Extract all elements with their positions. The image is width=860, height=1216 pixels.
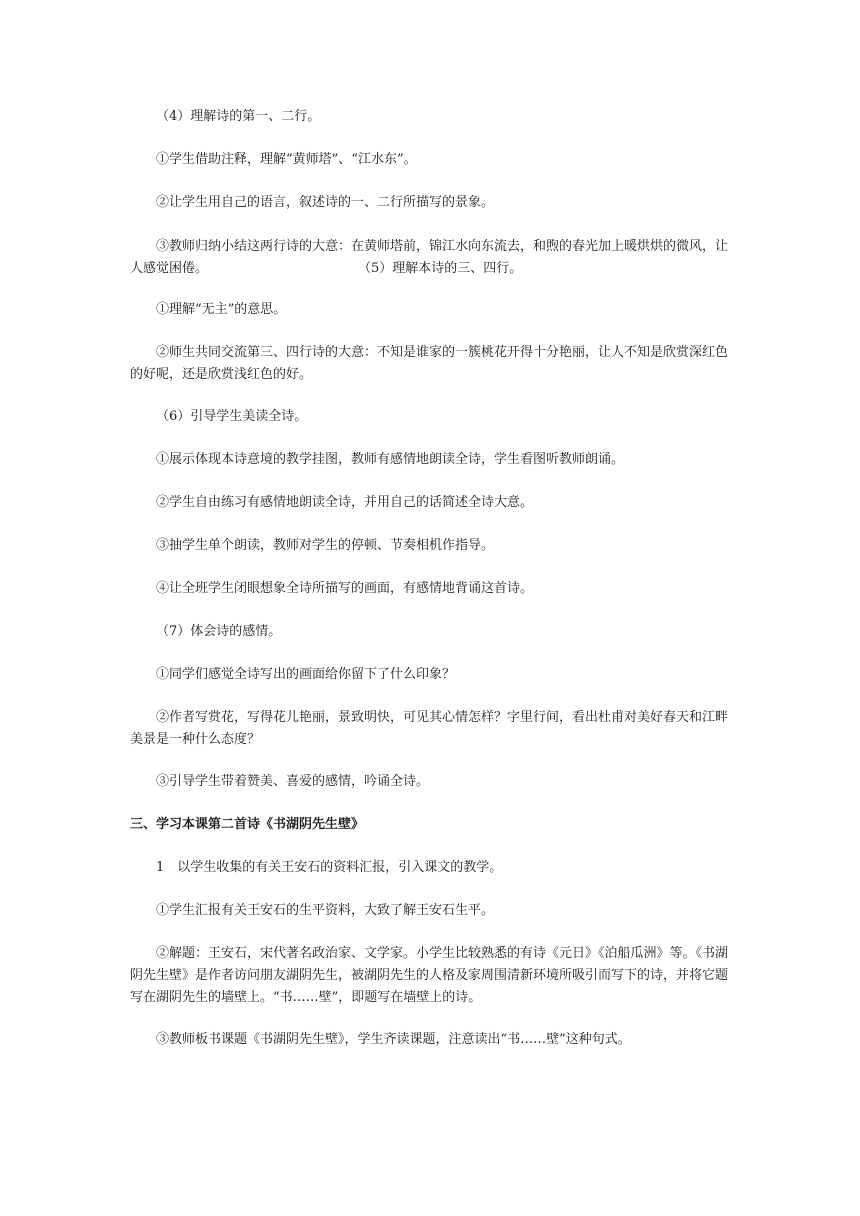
paragraph: 1 以学生收集的有关王安石的资料汇报，引入课文的教学。 [156, 860, 503, 875]
section-three-heading: 三、学习本课第二首诗《书湖阴先生壁》 [130, 817, 365, 832]
paragraph: ①理解“无主”的意思。 [156, 302, 287, 317]
paragraph: ③引导学生带着赞美、喜爱的感情，吟诵全诗。 [156, 774, 430, 789]
paragraph-text: ③教师归纳小结这两行诗的大意：在黄师塔前，锦江水向东流去，和煦的春光加上暖烘烘的微风，让人感觉困倦。 [130, 239, 729, 276]
section-5-heading: （5）理解本诗的三、四行。 [358, 261, 523, 276]
paragraph: ①学生汇报有关王安石的生平资料，大致了解王安石生平。 [156, 903, 495, 918]
paragraph: ①学生借助注释，理解“黄师塔”、“江水东”。 [156, 152, 417, 167]
paragraph: ①展示体现本诗意境的教学挂图，教师有感情地朗读全诗，学生看图听教师朗诵。 [156, 452, 625, 467]
paragraph: ④让全班学生闭眼想象全诗所描写的画面，有感情地背诵这首诗。 [156, 581, 534, 596]
paragraph: ②学生自由练习有感情地朗读全诗，并用自己的话简述全诗大意。 [156, 495, 534, 510]
paragraph: ②解题：王安石，宋代著名政治家、文学家。小学生比较熟悉的有诗《元日》《泊船瓜洲》等。《书湖阴先生壁》是作者访问朋友湖阴先生，被湖阴先生的人格及家周围清新环境所吸引而写下的诗，并将它题写在湖阴先生的墙壁上。“书……壁”，即题写在墙壁上的诗。 [130, 946, 729, 1005]
section-4-heading: （4）理解诗的第一、二行。 [156, 109, 321, 124]
paragraph: ②让学生用自己的语言，叙述诗的一、二行所描写的景象。 [156, 195, 495, 210]
paragraph: ③教师板书课题《书湖阴先生壁》，学生齐读课题，注意读出“书……壁”这种句式。 [156, 1032, 631, 1047]
paragraph: ②作者写赏花，写得花儿艳丽，景致明快，可见其心情怎样？字里行间，看出杜甫对美好春天和江畔美景是一种什么态度？ [130, 710, 729, 747]
paragraph: ①同学们感觉全诗写出的画面给你留下了什么印象？ [156, 667, 456, 682]
paragraph: ②师生共同交流第三、四行诗的大意：不知是谁家的一簇桃花开得十分艳丽，让人不知是欣赏深红色的好呢，还是欣赏浅红色的好。 [130, 345, 729, 382]
paragraph [130, 236, 730, 280]
section-6-heading: （6）引导学生美读全诗。 [156, 409, 308, 424]
paragraph: ③抽学生单个朗读，教师对学生的停顿、节奏相机作指导。 [156, 538, 495, 553]
section-7-heading: （7）体会诗的感情。 [156, 624, 282, 639]
